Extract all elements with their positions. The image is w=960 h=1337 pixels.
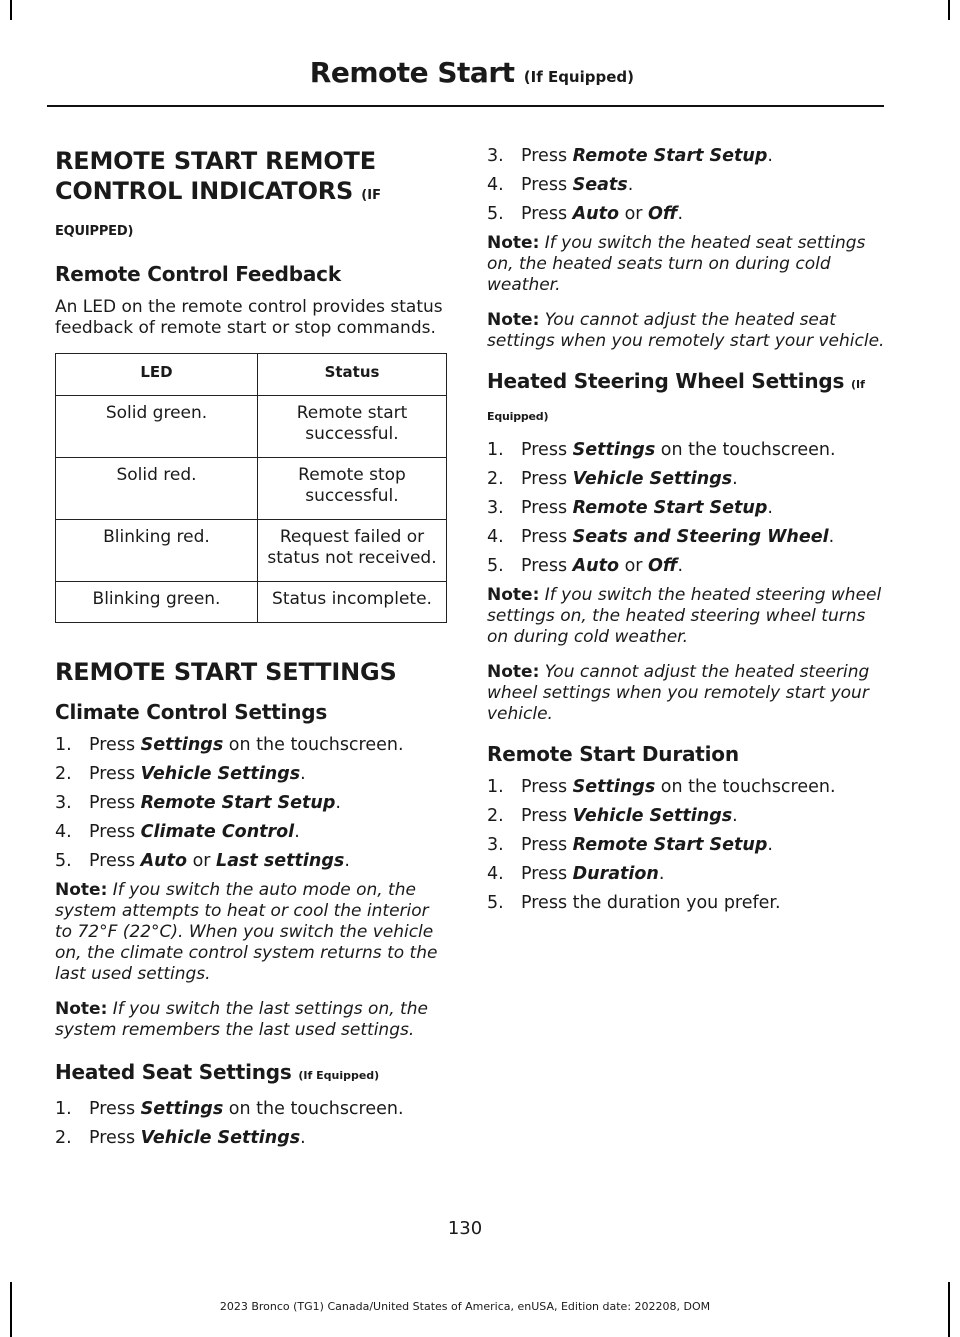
step-post: .: [294, 822, 300, 842]
list-item: [487, 806, 887, 826]
step-pre: Press: [521, 527, 573, 547]
table-row: [56, 520, 447, 582]
table-header-status: Status: [258, 354, 447, 396]
table-cell-led: Blinking green.: [56, 582, 258, 623]
list-item: [487, 498, 887, 518]
step-pre: Press: [521, 835, 573, 855]
step-pre: Press: [89, 793, 141, 813]
step-pre: Press the duration you prefer.: [521, 893, 781, 913]
seat-note-2: [487, 310, 887, 352]
note-label: Note:: [55, 880, 108, 900]
list-item: [487, 146, 887, 166]
step-pre: Press: [521, 556, 573, 576]
step-post: .: [732, 806, 738, 826]
step-b: Vehicle Settings: [140, 764, 301, 784]
list-item: [55, 822, 447, 842]
table-cell-status: Remote stop successful.: [258, 458, 447, 520]
step-number: 2.: [487, 806, 504, 826]
note-text: You cannot adjust the heated seat settings when you remotely start your vehicle.: [487, 310, 885, 351]
led-status-table: [55, 353, 447, 623]
step-pre: Press: [89, 1128, 141, 1148]
right-column: [487, 146, 887, 922]
left-column: [55, 146, 447, 1157]
heading-text: Heated Steering Wheel Settings: [487, 369, 845, 393]
step-post: .: [300, 1128, 306, 1148]
list-item: [487, 175, 887, 195]
wheel-heading: [487, 368, 887, 430]
list-item: [487, 204, 887, 224]
crop-mark-bottom-right: [948, 1282, 950, 1337]
step-text: [521, 893, 781, 913]
seat-note-1: [487, 233, 887, 296]
step-post: .: [732, 469, 738, 489]
step-number: 3.: [55, 793, 72, 813]
note-text: You cannot adjust the heated steering wheel settings when you remotely start your vehicle.: [487, 662, 870, 724]
step-mid: or: [619, 204, 649, 224]
section-title-small2: EQUIPPED): [55, 224, 134, 239]
step-pre: Press: [89, 1099, 141, 1119]
note-label: Note:: [487, 585, 540, 605]
step-text: [89, 764, 306, 784]
step-text: [521, 835, 773, 855]
step-text: [521, 175, 633, 195]
heated-seat-steps-cont: [487, 146, 887, 224]
step-text: [521, 806, 738, 826]
note-text: If you switch the last settings on, the system remembers the last used settings.: [55, 999, 428, 1040]
step-number: 3.: [487, 835, 504, 855]
step-pre: Press: [521, 806, 573, 826]
table-cell-status: Status incomplete.: [258, 582, 447, 623]
table-row: [56, 582, 447, 623]
table-cell-led: Solid green.: [56, 396, 258, 458]
climate-note-2: [55, 999, 447, 1041]
step-post: .: [767, 146, 773, 166]
step-pre: Press: [521, 146, 573, 166]
step-b: Auto: [572, 204, 620, 224]
step-pre: Press: [521, 777, 573, 797]
step-mid: or: [619, 556, 649, 576]
step-number: 2.: [55, 1128, 72, 1148]
step-b: Auto: [140, 851, 188, 871]
step-text: [521, 146, 773, 166]
heading-text: Heated Seat Settings: [55, 1060, 292, 1084]
step-number: 5.: [55, 851, 72, 871]
list-item: [55, 764, 447, 784]
list-item: [55, 1128, 447, 1148]
step-b2: Off: [648, 204, 678, 224]
header-subtitle: (If Equipped): [523, 68, 634, 86]
step-pre: Press: [521, 175, 573, 195]
step-pre: Press: [521, 204, 573, 224]
section-title-settings: REMOTE START SETTINGS: [55, 658, 397, 686]
step-pre: Press: [89, 735, 141, 755]
step-b: Settings: [572, 440, 656, 460]
step-text: [521, 469, 738, 489]
table-cell-led: Blinking red.: [56, 520, 258, 582]
step-number: 1.: [55, 1099, 72, 1119]
list-item: [487, 469, 887, 489]
step-b: Vehicle Settings: [572, 469, 733, 489]
note-text: If you switch the auto mode on, the system attempts to heat or cool the interior to 72°F (22°C). When you switch the vehicle on, the climate control system returns to the last used settings.: [55, 880, 438, 984]
step-number: 1.: [487, 440, 504, 460]
step-post: .: [627, 175, 634, 195]
step-post: on the touchscreen.: [655, 777, 836, 797]
step-text: [521, 777, 836, 797]
step-pre: Press: [521, 440, 573, 460]
climate-heading: Climate Control Settings: [55, 700, 328, 724]
heated-seat-heading: [55, 1059, 447, 1089]
list-item: [487, 893, 887, 913]
step-post: .: [335, 793, 341, 813]
climate-steps: [55, 735, 447, 871]
section-title-line1: REMOTE START REMOTE: [55, 147, 376, 175]
step-number: 1.: [487, 777, 504, 797]
note-label: Note:: [55, 999, 108, 1019]
step-text: [521, 204, 683, 224]
step-pre: Press: [521, 469, 573, 489]
step-number: 5.: [487, 893, 504, 913]
section-title-line2: CONTROL INDICATORS: [55, 177, 354, 205]
step-text: [521, 556, 683, 576]
step-b: Vehicle Settings: [140, 1128, 301, 1148]
wheel-note-2: [487, 662, 887, 725]
step-b: Remote Start Setup: [572, 835, 768, 855]
step-number: 4.: [487, 527, 504, 547]
step-pre: Press: [89, 851, 141, 871]
table-header-led: LED: [56, 354, 258, 396]
step-post: .: [828, 527, 835, 547]
step-post: .: [344, 851, 350, 871]
table-row: [56, 458, 447, 520]
step-b: Vehicle Settings: [572, 806, 733, 826]
step-text: [521, 498, 773, 518]
step-number: 1.: [55, 735, 72, 755]
step-post: .: [677, 556, 684, 576]
table-row: [56, 396, 447, 458]
page-number: 130: [447, 1218, 483, 1239]
climate-note-1: [55, 880, 447, 985]
step-pre: Press: [521, 498, 573, 518]
heading-small: (If Equipped): [298, 1069, 380, 1082]
step-post: on the touchscreen.: [655, 440, 836, 460]
step-post: .: [677, 204, 684, 224]
step-b: Auto: [572, 556, 620, 576]
crop-mark-top-left: [10, 0, 12, 20]
step-post: on the touchscreen.: [223, 735, 404, 755]
step-b: Remote Start Setup: [572, 146, 768, 166]
list-item: [487, 777, 887, 797]
step-text: [521, 440, 836, 460]
step-b: Remote Start Setup: [572, 498, 768, 518]
table-cell-status: Remote start successful.: [258, 396, 447, 458]
step-pre: Press: [89, 764, 141, 784]
step-mid: or: [187, 851, 217, 871]
step-b: Climate Control: [140, 822, 295, 842]
wheel-note-1: [487, 585, 887, 648]
step-text: [521, 864, 664, 884]
step-b: Settings: [140, 1099, 224, 1119]
step-number: 5.: [487, 556, 504, 576]
step-text: [521, 527, 834, 547]
note-label: Note:: [487, 233, 540, 253]
list-item: [487, 835, 887, 855]
list-item: [487, 440, 887, 460]
page-footer: 2023 Bronco (TG1) Canada/United States of America, enUSA, Edition date: 202208, DOM: [219, 1300, 711, 1313]
step-b: Seats and Steering Wheel: [572, 527, 829, 547]
step-b: Settings: [140, 735, 224, 755]
step-text: [89, 793, 341, 813]
step-b: Settings: [572, 777, 656, 797]
feedback-heading: Remote Control Feedback: [55, 262, 341, 286]
step-b2: Last settings: [216, 851, 345, 871]
step-number: 3.: [487, 146, 504, 166]
header-divider: [47, 105, 884, 107]
step-text: [89, 735, 404, 755]
table-cell-led: Solid red.: [56, 458, 258, 520]
note-text: If you switch the heated steering wheel settings on, the heated steering wheel turns on during cold weather.: [487, 585, 882, 647]
list-item: [487, 527, 887, 547]
feedback-text: An LED on the remote control provides status feedback of remote start or stop commands.: [55, 297, 443, 338]
step-post: .: [658, 864, 665, 884]
list-item: [55, 1099, 447, 1119]
step-number: 2.: [55, 764, 72, 784]
list-item: [55, 735, 447, 755]
step-number: 5.: [487, 204, 504, 224]
header-title-text: Remote Start: [309, 56, 515, 89]
page-header-title: [310, 56, 634, 89]
step-text: [89, 1128, 306, 1148]
note-label: Note:: [487, 310, 540, 330]
heading-small: (If: [850, 378, 865, 391]
step-post: .: [767, 835, 773, 855]
list-item: [487, 556, 887, 576]
list-item: [55, 851, 447, 871]
step-b: Duration: [572, 864, 659, 884]
section-title-small: (IF: [361, 188, 381, 203]
crop-mark-top-right: [948, 0, 950, 20]
step-number: 2.: [487, 469, 504, 489]
step-number: 4.: [487, 175, 504, 195]
step-pre: Press: [89, 822, 141, 842]
step-post: .: [300, 764, 306, 784]
heading-small2: Equipped): [487, 410, 549, 423]
duration-steps: [487, 777, 887, 913]
step-pre: Press: [521, 864, 573, 884]
duration-heading: Remote Start Duration: [487, 742, 739, 766]
step-b2: Off: [648, 556, 678, 576]
step-number: 4.: [487, 864, 504, 884]
note-text: If you switch the heated seat settings on, the heated seats turn on during cold weather.: [487, 233, 866, 295]
step-b: Seats: [572, 175, 628, 195]
list-item: [55, 793, 447, 813]
step-number: 3.: [487, 498, 504, 518]
table-cell-status: Request failed or status not received.: [258, 520, 447, 582]
note-label: Note:: [487, 662, 540, 682]
wheel-steps: [487, 440, 887, 576]
table-header-row: [56, 354, 447, 396]
step-b: Remote Start Setup: [140, 793, 336, 813]
step-post: .: [767, 498, 773, 518]
heated-seat-steps: [55, 1099, 447, 1148]
section-title-indicators: [55, 146, 447, 247]
list-item: [487, 864, 887, 884]
step-text: [89, 1099, 404, 1119]
step-text: [89, 822, 300, 842]
step-text: [89, 851, 350, 871]
step-post: on the touchscreen.: [223, 1099, 404, 1119]
step-number: 4.: [55, 822, 72, 842]
